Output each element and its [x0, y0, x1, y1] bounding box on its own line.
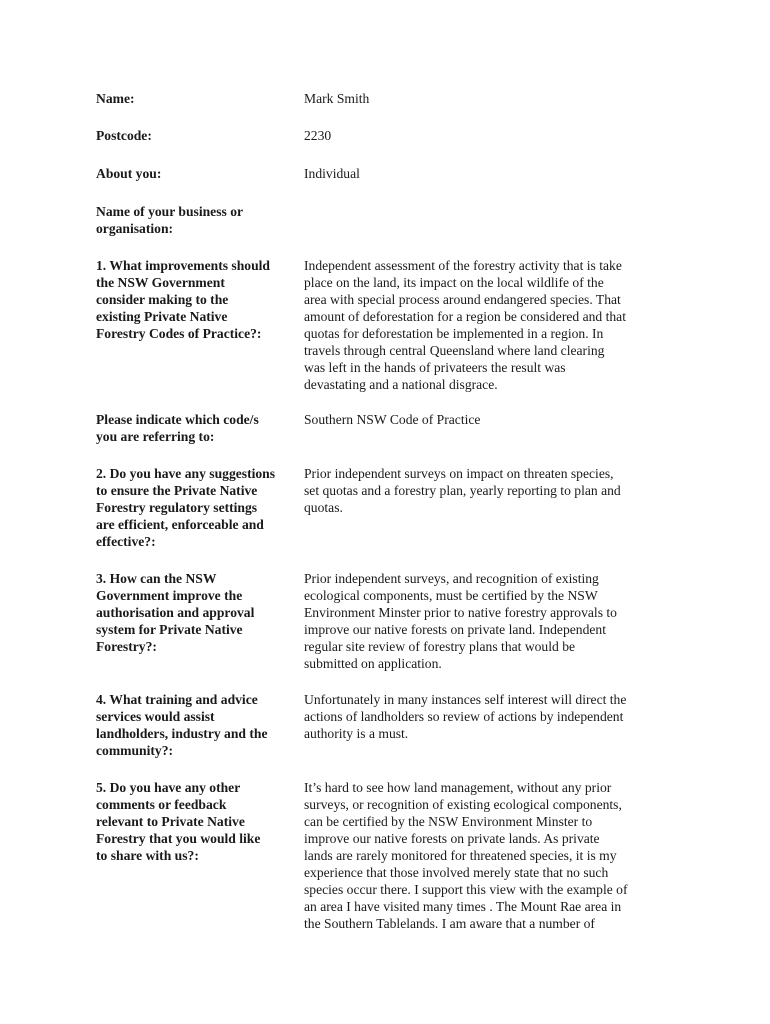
field-value: 2230 — [304, 128, 332, 143]
answer-text: Unfortunately in many instances self interest will direct the actions of landholders so review of actions by independent authority is a must. — [304, 692, 627, 741]
field-label: Postcode: — [96, 128, 152, 143]
answer-text: It’s hard to see how land management, without any prior surveys, or recognition of existing ecological components, can be certified by the NSW Environment Minster to improve our native forests on private lands. As private lands are rarely monitored for threatened species, it is my experience that those involved merely state that no such species occur there. I support this view with the example of an area I have visited many times . The Mount Rae area in the Southern Tablelands. I am aware that a number of — [304, 780, 628, 931]
field-label: Name: — [96, 91, 135, 106]
question-label: 5. Do you have any other comments or feedback relevant to Private Native Forestry that you would like to share with us?: — [96, 780, 261, 863]
question-label: 2. Do you have any suggestions to ensure the Private Native Forestry regulatory settings are efficient, enforceable and effective?: — [96, 466, 276, 549]
question-label: 3. How can the NSW Government improve the authorisation and approval system for Private Native Forestry?: — [96, 571, 255, 654]
question-label: 4. What training and advice services would assist landholders, industry and the community?: — [96, 692, 268, 758]
question-label: Please indicate which code/s you are referring to: — [96, 412, 259, 444]
field-label: About you: — [96, 166, 162, 181]
answer-text: Prior independent surveys on impact on threaten species, set quotas and a forestry plan, yearly reporting to plan and quotas. — [304, 466, 621, 515]
field-value: Individual — [304, 166, 360, 181]
field-value: Mark Smith — [304, 91, 370, 106]
answer-text: Prior independent surveys, and recognition of existing ecological components, must be certified by the NSW Environment Minster prior to native forestry approvals to improve our native forests on private land. Independent regular site review of forestry plans that would be submitted on application. — [304, 571, 617, 671]
field-label: Name of your business or organisation: — [96, 204, 244, 236]
question-label: 1. What improvements should the NSW Government consider making to the existing Private Native Forestry Codes of Practice?: — [96, 258, 270, 341]
answer-text: Independent assessment of the forestry activity that is take place on the land, its impact on the local wildlife of the area with special process around endangered species. That amount of deforestation for a region be considered and that quotas for deforestation be implemented in a region. In travels through central Queensland where land clearing was left in the hands of privateers the result was devastating and a national disgrace. — [304, 258, 626, 392]
answer-text: Southern NSW Code of Practice — [304, 412, 481, 427]
